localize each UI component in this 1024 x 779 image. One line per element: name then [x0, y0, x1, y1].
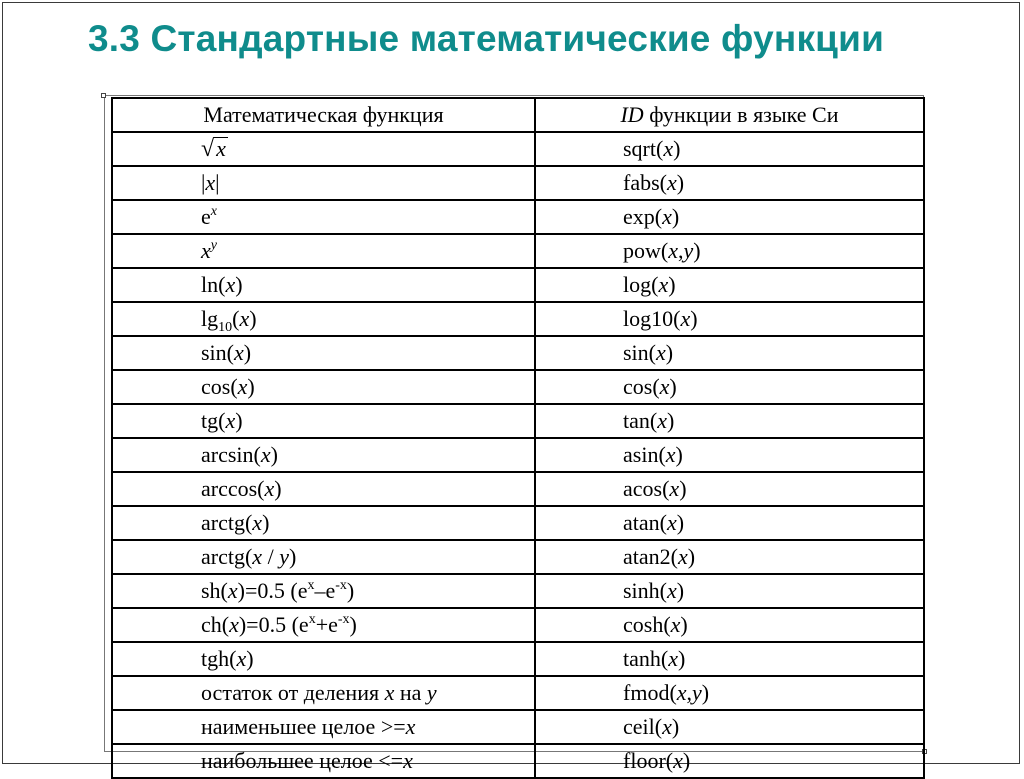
math-function-cell [112, 438, 535, 472]
c-function-name: fmod(x,y) [623, 680, 710, 705]
math-function-cell [112, 132, 535, 166]
corner-handle-top-left [101, 93, 106, 98]
c-function-id-cell [535, 234, 924, 268]
power-base: x [201, 238, 211, 263]
c-function-id-cell [535, 574, 924, 608]
math-expression: arctg(x / y) [201, 544, 297, 569]
c-function-id-cell [535, 438, 924, 472]
math-expression: остаток от деления x на y [201, 680, 437, 705]
table-row [112, 676, 924, 710]
math-function-cell [112, 200, 535, 234]
c-function-id-cell [535, 472, 924, 506]
c-function-id-cell [535, 268, 924, 302]
math-function-cell [112, 710, 535, 744]
math-expression: наименьшее целое >=x [201, 714, 416, 739]
table-row [112, 234, 924, 268]
table-row [112, 370, 924, 404]
c-function-name: tan(x) [623, 408, 675, 433]
math-function-cell [112, 268, 535, 302]
log-base: 10 [218, 320, 233, 335]
c-function-name: fabs(x) [623, 170, 685, 195]
sqrt-argument: x [216, 136, 226, 161]
c-function-name: floor(x) [623, 748, 691, 773]
c-function-id-cell [535, 166, 924, 200]
power-exponent: y [210, 238, 217, 253]
c-function-name: pow(x,y) [623, 238, 701, 263]
table-row [112, 200, 924, 234]
log-name: lg [201, 306, 219, 331]
c-function-id-cell [535, 404, 924, 438]
c-function-id-cell [535, 302, 924, 336]
c-function-name: sqrt(x) [623, 136, 681, 161]
math-expression: ln(x) [201, 272, 243, 297]
table-row [112, 608, 924, 642]
c-function-id-cell [535, 642, 924, 676]
hyp-operator: +e [315, 612, 338, 637]
c-function-name: cos(x) [623, 374, 677, 399]
c-function-id-cell [535, 608, 924, 642]
c-function-id-cell [535, 200, 924, 234]
math-function-cell [112, 540, 535, 574]
c-function-id-cell [535, 710, 924, 744]
c-function-name: atan(x) [623, 510, 685, 535]
table-row [112, 404, 924, 438]
c-function-id-cell [535, 540, 924, 574]
hyp-suffix: ) [349, 612, 357, 637]
power-base: e [201, 204, 211, 229]
table-row [112, 268, 924, 302]
table-row [112, 132, 924, 166]
math-function-cell [112, 744, 535, 778]
c-function-id-cell [535, 744, 924, 778]
math-function-cell [112, 302, 535, 336]
math-expression: cos(x) [201, 374, 255, 399]
math-expression: tg(x) [201, 408, 243, 433]
c-function-name: exp(x) [623, 204, 680, 229]
math-expression: arccos(x) [201, 476, 282, 501]
table-row [112, 336, 924, 370]
hyp-prefix: sh(x)=0.5 (e [201, 578, 308, 603]
header-id-prefix: ID [620, 102, 644, 127]
math-expression: наибольшее целое <=x [201, 748, 413, 773]
functions-table [111, 97, 925, 779]
math-function-cell [112, 642, 535, 676]
math-expression: arcsin(x) [201, 442, 278, 467]
c-function-name: tanh(x) [623, 646, 686, 671]
c-function-id-cell [535, 506, 924, 540]
math-function-cell [112, 472, 535, 506]
math-expression: tgh(x) [201, 646, 254, 671]
math-expression: arctg(x) [201, 510, 270, 535]
math-function-cell [112, 166, 535, 200]
math-function-cell [112, 234, 535, 268]
table-row [112, 472, 924, 506]
c-function-name: cosh(x) [623, 612, 688, 637]
c-function-name: acos(x) [623, 476, 687, 501]
c-function-name: log(x) [623, 272, 676, 297]
table-row [112, 744, 924, 778]
header-math-function: Математическая функция [112, 98, 535, 132]
math-function-cell [112, 608, 535, 642]
header-id-rest: функции в языке Си [643, 102, 839, 127]
math-function-cell [112, 676, 535, 710]
c-function-id-cell [535, 676, 924, 710]
math-function-cell [112, 336, 535, 370]
table-row [112, 506, 924, 540]
hyp-operator: –e [314, 578, 336, 603]
hyp-exponent-1: x [308, 612, 316, 627]
table-row [112, 302, 924, 336]
c-function-name: atan2(x) [623, 544, 696, 569]
sqrt-icon: √ [201, 136, 215, 162]
c-function-name: log10(x) [623, 306, 698, 331]
math-expression: sin(x) [201, 340, 252, 365]
math-expression: |x| [201, 170, 220, 195]
table-header-row [112, 98, 924, 132]
math-function-cell [112, 574, 535, 608]
c-function-id-cell [535, 132, 924, 166]
c-function-name: asin(x) [623, 442, 683, 467]
math-function-cell [112, 506, 535, 540]
hyp-exponent-2: -x [337, 612, 350, 627]
slide-title: 3.3 Стандартные математические функции [88, 18, 885, 59]
c-function-id-cell [535, 336, 924, 370]
table-row [112, 438, 924, 472]
header-c-function-id [535, 98, 924, 132]
math-function-cell [112, 404, 535, 438]
hyp-prefix: ch(x)=0.5 (e [201, 612, 309, 637]
hyp-exponent-2: -x [335, 578, 347, 593]
c-function-name: sin(x) [623, 340, 674, 365]
c-function-id-cell [535, 370, 924, 404]
math-function-cell [112, 370, 535, 404]
c-function-name: ceil(x) [623, 714, 680, 739]
hyp-exponent-1: x [307, 578, 315, 593]
table-body [112, 132, 924, 778]
power-exponent: x [210, 204, 217, 219]
table-row [112, 574, 924, 608]
c-function-name: sinh(x) [623, 578, 685, 603]
table-row [112, 166, 924, 200]
hyp-suffix: ) [346, 578, 355, 603]
table-row [112, 540, 924, 574]
table-row [112, 710, 924, 744]
table-row [112, 642, 924, 676]
log-argument: (x) [232, 306, 257, 331]
